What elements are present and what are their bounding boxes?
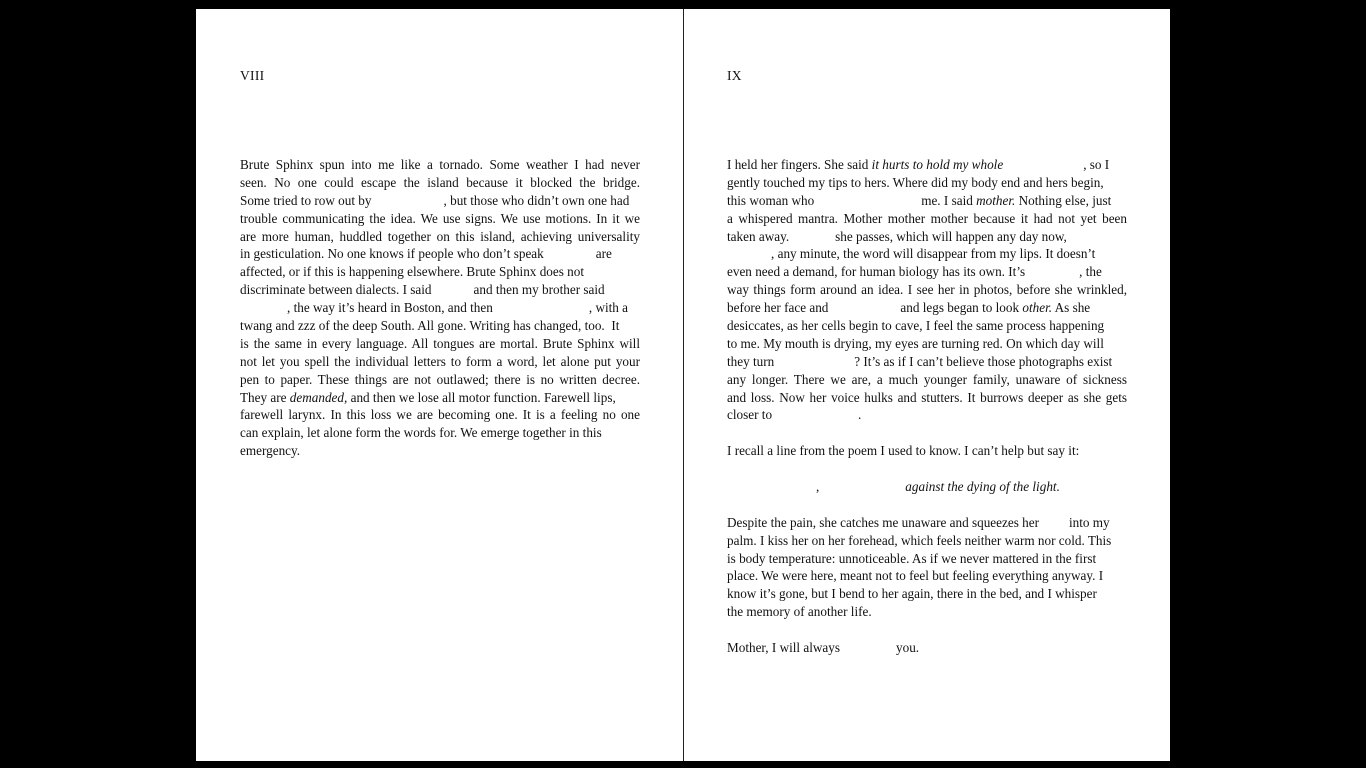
text-line: , any minute, the word will disappear from my lips. It doesn’t — [771, 246, 1096, 262]
text-line: desiccates, as her cells begin to cave, I feel the same process happening — [727, 318, 1105, 334]
text-line: and loss. Now her voice hulks and stutters. It burrows deeper as she gets — [727, 389, 1127, 405]
text-line: emergency. — [240, 443, 301, 459]
paragraph — [727, 442, 1127, 460]
page-right — [684, 9, 1170, 761]
text-line: they turn ? It’s as if I can’t believe those photographs exist — [727, 353, 1113, 369]
text-line: , against the dying of the light. — [816, 479, 1060, 495]
text-line: Despite the pain, she catches me unaware and squeezes her into my — [727, 514, 1110, 530]
text-line: They are demanded, and then we lose all motor function. Farewell lips, — [240, 389, 616, 405]
paragraph — [240, 156, 640, 460]
text-line: Mother, I will always you. — [727, 640, 920, 656]
text-line: I recall a line from the poem I used to know. I can’t help but say it: — [727, 443, 1080, 459]
text-line: is body temperature: unnoticeable. As if we never mattered in the first — [727, 550, 1097, 566]
text-line: are more human, huddled together on this island, achieving universality — [240, 228, 640, 244]
poem-quote — [727, 478, 1127, 496]
paragraph — [727, 514, 1127, 621]
text-line: Some tried to row out by , but those who didn’t own one had — [240, 192, 630, 208]
text-line: Brute Sphinx spun into me like a tornado. Some weather I had never — [240, 157, 640, 172]
text-line: any longer. There we are, a much younger family, unaware of sickness — [727, 371, 1127, 387]
text-line: I held her fingers. She said it hurts to hold my whole , so I — [727, 157, 1110, 172]
text-line: in gesticulation. No one knows if people who don’t speak are — [240, 246, 612, 262]
page-number: VIII — [240, 68, 265, 83]
text-line: is the same in every language. All tongues are mortal. Brute Sphinx will — [240, 335, 640, 351]
page-left — [196, 9, 683, 761]
text-line: , the way it’s heard in Boston, and then , with a — [287, 300, 629, 316]
page-body — [727, 156, 1127, 675]
text-line: palm. I kiss her on her forehead, which feels neither warm nor cold. This — [727, 532, 1112, 548]
text-line: discriminate between dialects. I said and then my brother said — [240, 282, 605, 298]
text-line: this woman who me. I said mother. Nothing else, just — [727, 192, 1112, 208]
text-line: taken away. she passes, which will happen any day now, — [727, 228, 1067, 244]
text-line: before her face and and legs began to look other. As she — [727, 300, 1091, 316]
text-line: affected, or if this is happening elsewhere. Brute Sphinx does not — [240, 264, 585, 280]
text-line: closer to . — [727, 407, 862, 423]
text-line: a whispered mantra. Mother mother mother because it had not yet been — [727, 210, 1127, 226]
text-line: pen to paper. These things are not outlawed; there is no written decree. — [240, 371, 640, 387]
text-line: know it’s gone, but I bend to her again, there in the bed, and I whisper — [727, 586, 1097, 602]
paragraph — [727, 156, 1127, 424]
text-line: even need a demand, for human biology has its own. It’s , the — [727, 264, 1102, 280]
text-line: seen. No one could escape the island because it blocked the bridge. — [240, 174, 640, 190]
text-line: gently touched my tips to hers. Where did my body end and hers begin, — [727, 174, 1104, 190]
text-line: way things form around an idea. I see her in photos, before she wrinkled, — [727, 282, 1127, 298]
text-line: to me. My mouth is drying, my eyes are turning red. On which day will — [727, 335, 1104, 351]
text-line: twang and zzz of the deep South. All gone. Writing has changed, too. It — [240, 318, 620, 334]
paragraph — [727, 639, 1127, 657]
text-line: the memory of another life. — [727, 604, 872, 620]
text-line: not let you spell the individual letters to form a word, let alone put your — [240, 353, 640, 369]
text-line: farewell larynx. In this loss we are becoming one. It is a feeling no one — [240, 407, 640, 423]
text-line: place. We were here, meant not to feel but feeling everything anyway. I — [727, 568, 1104, 584]
page-number: IX — [727, 68, 742, 83]
text-line: can explain, let alone form the words for. We emerge together in this — [240, 425, 602, 441]
text-line: trouble communicating the idea. We use signs. We use motions. In it we — [240, 210, 640, 226]
page-body — [240, 156, 640, 478]
